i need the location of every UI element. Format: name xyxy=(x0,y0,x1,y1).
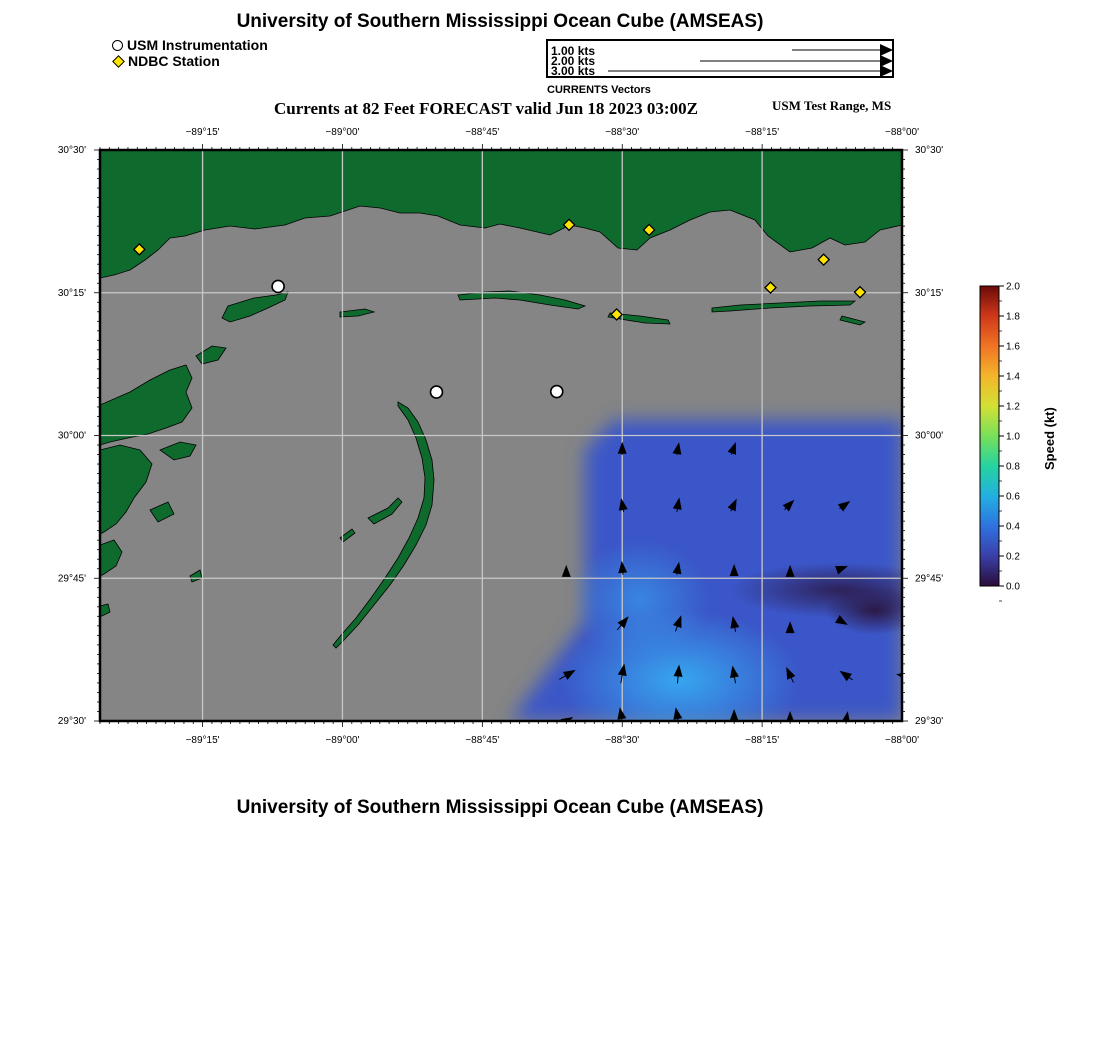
lon-tick-label-bottom-4: −88°15' xyxy=(745,735,780,746)
vector-scale-box xyxy=(546,39,894,78)
lat-tick-label-right-0: 30°30' xyxy=(915,145,944,156)
lat-tick-label-left-0: 30°30' xyxy=(57,145,86,156)
range-label: USM Test Range, MS xyxy=(772,98,892,113)
lon-tick-label-top-3: −88°30' xyxy=(605,127,640,138)
lon-tick-label-bottom-2: −88°45' xyxy=(465,735,500,746)
colorbar-tick-label-9: 0.2 xyxy=(1006,551,1020,563)
lat-tick-label-left-3: 29°45' xyxy=(57,573,86,585)
lon-tick-label-bottom-3: −88°30' xyxy=(605,735,640,746)
usm-instrument-circle-icon xyxy=(112,40,123,51)
colorbar-tick-label-1: 1.8 xyxy=(1006,311,1020,323)
colorbar-tick-label-2: 1.6 xyxy=(1006,341,1020,353)
colorbar-tick-label-5: 1.0 xyxy=(1006,431,1020,443)
lon-tick-label-bottom-0: −89°15' xyxy=(185,735,220,746)
lat-tick-label-left-4: 29°30' xyxy=(57,716,86,727)
lon-tick-label-top-1: −89°00' xyxy=(325,127,360,138)
lon-tick-label-top-0: −89°15' xyxy=(185,127,220,138)
speed-colorbar xyxy=(970,276,1034,596)
legend-item-ndbc xyxy=(112,53,268,69)
vector-scale-label-1: 1.00 kts xyxy=(551,44,596,58)
lat-tick-label-right-4: 29°30' xyxy=(915,716,944,727)
usm-instrument-marker[interactable] xyxy=(272,280,284,292)
lat-tick-label-left-1: 30°15' xyxy=(57,287,86,299)
lon-tick-label-bottom-5: −88°00' xyxy=(885,735,919,746)
usm-instrument-marker[interactable] xyxy=(430,386,442,398)
lat-tick-label-right-2: 30°00' xyxy=(915,430,944,442)
colorbar-label: Speed (kt) xyxy=(1042,407,1057,470)
map-subtitle: Currents at 82 Feet FORECAST valid Jun 18 2023 03:00Z xyxy=(274,99,698,118)
vector-scale-arrows xyxy=(548,41,896,80)
vector-scale-caption: CURRENTS Vectors xyxy=(547,84,651,96)
colorbar-tick-label-0: 2.0 xyxy=(1006,281,1020,293)
lon-tick-label-top-5: −88°00' xyxy=(885,127,919,138)
vector-scale-label-3: 3.00 kts xyxy=(551,64,596,78)
footer-title: University of Southern Mississippi Ocean Cube (AMSEAS) xyxy=(236,797,764,818)
colorbar-tick-label-10: 0.0 xyxy=(1006,581,1020,593)
colorbar-tick-label-4: 1.2 xyxy=(1006,401,1020,413)
lat-tick-label-right-3: 29°45' xyxy=(915,573,944,585)
current-map xyxy=(40,120,944,760)
colorbar-scale xyxy=(980,286,999,586)
lat-tick-label-right-1: 30°15' xyxy=(915,287,944,299)
colorbar-tick-label-3: 1.4 xyxy=(1006,371,1020,383)
legend-item-usm xyxy=(112,37,268,53)
usm-instrument-marker[interactable] xyxy=(551,386,563,398)
lon-tick-label-bottom-1: −89°00' xyxy=(325,735,360,746)
ndbc-station-diamond-icon xyxy=(112,55,125,68)
lon-tick-label-top-4: −88°15' xyxy=(745,127,780,138)
legend-label-usm: USM Instrumentation xyxy=(127,37,268,53)
vector-scale-arrow-3 xyxy=(608,65,893,77)
colorbar-tick-label-6: 0.8 xyxy=(1006,461,1020,473)
vector-scale-arrow-2 xyxy=(700,55,893,67)
lat-tick-label-left-2: 30°00' xyxy=(57,430,86,442)
legend-label-ndbc: NDBC Station xyxy=(128,53,220,69)
vector-scale-arrow-1 xyxy=(792,44,893,56)
colorbar-tick-label-7: 0.6 xyxy=(1006,491,1020,503)
vector-scale-label-2: 2.00 kts xyxy=(551,54,596,68)
colorbar-tick-label-8: 0.4 xyxy=(1006,521,1020,533)
station-legend xyxy=(112,37,268,69)
page-title: University of Southern Mississippi Ocean Cube (AMSEAS) xyxy=(236,11,764,32)
lon-tick-label-top-2: −88°45' xyxy=(465,127,500,138)
